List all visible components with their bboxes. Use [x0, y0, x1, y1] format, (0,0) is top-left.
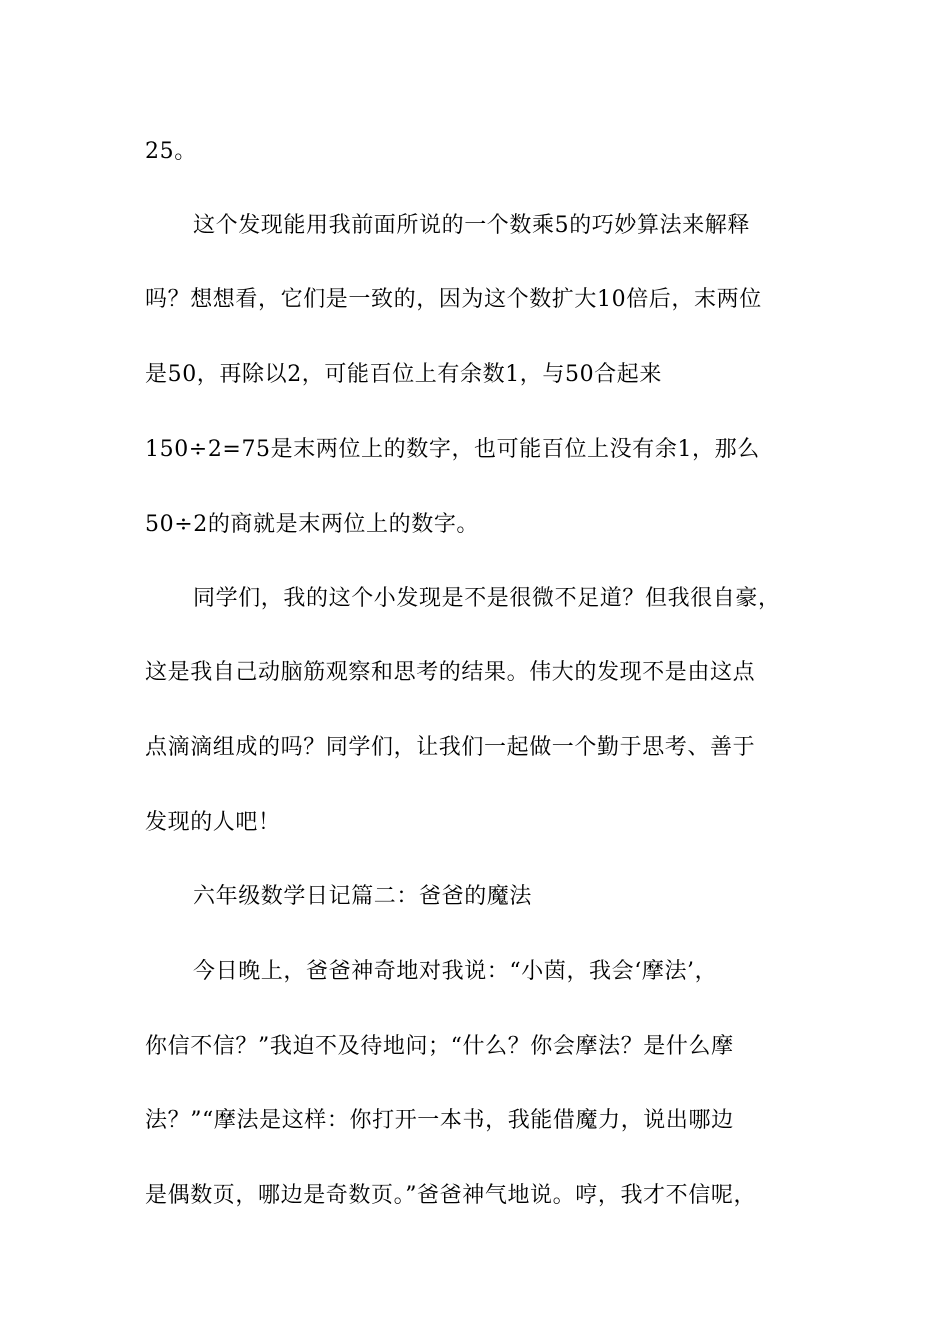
text-line: 150÷2=75是末两位上的数字，也可能百位上没有余1，那么: [145, 437, 760, 462]
text-line: 你信不信？”我迫不及待地问；“什么？你会摩法？是什么摩: [145, 1034, 734, 1059]
text-line: 是50，再除以2，可能百位上有余数1，与50合起来: [145, 362, 662, 387]
text-line: 这是我自己动脑筋观察和思考的结果。伟大的发现不是由这点: [145, 660, 756, 685]
text-line: 25。: [145, 139, 197, 164]
text-line: 法？”“摩法是这样：你打开一本书，我能借魔力，说出哪边: [145, 1108, 734, 1133]
text-line: 吗？想想看，它们是一致的，因为这个数扩大10倍后，末两位: [145, 287, 762, 312]
text-line: 发现的人吧！: [145, 810, 281, 835]
section-heading: 六年级数学日记篇二：爸爸的魔法: [193, 884, 533, 909]
paragraph-start-line: 今日晚上，爸爸神奇地对我说：“小茵，我会‘摩法’，: [193, 959, 718, 984]
paragraph-start-line: 这个发现能用我前面所说的一个数乘5的巧妙算法来解释: [193, 213, 750, 238]
paragraph-start-line: 同学们，我的这个小发现是不是很微不足道？但我很自豪，: [193, 586, 781, 611]
text-line: 是偶数页，哪边是奇数页。”爸爸神气地说。哼，我才不信呢，: [145, 1183, 757, 1208]
text-line: 50÷2的商就是末两位上的数字。: [145, 512, 480, 537]
text-line: 点滴滴组成的吗？同学们，让我们一起做一个勤于思考、善于: [145, 735, 756, 760]
